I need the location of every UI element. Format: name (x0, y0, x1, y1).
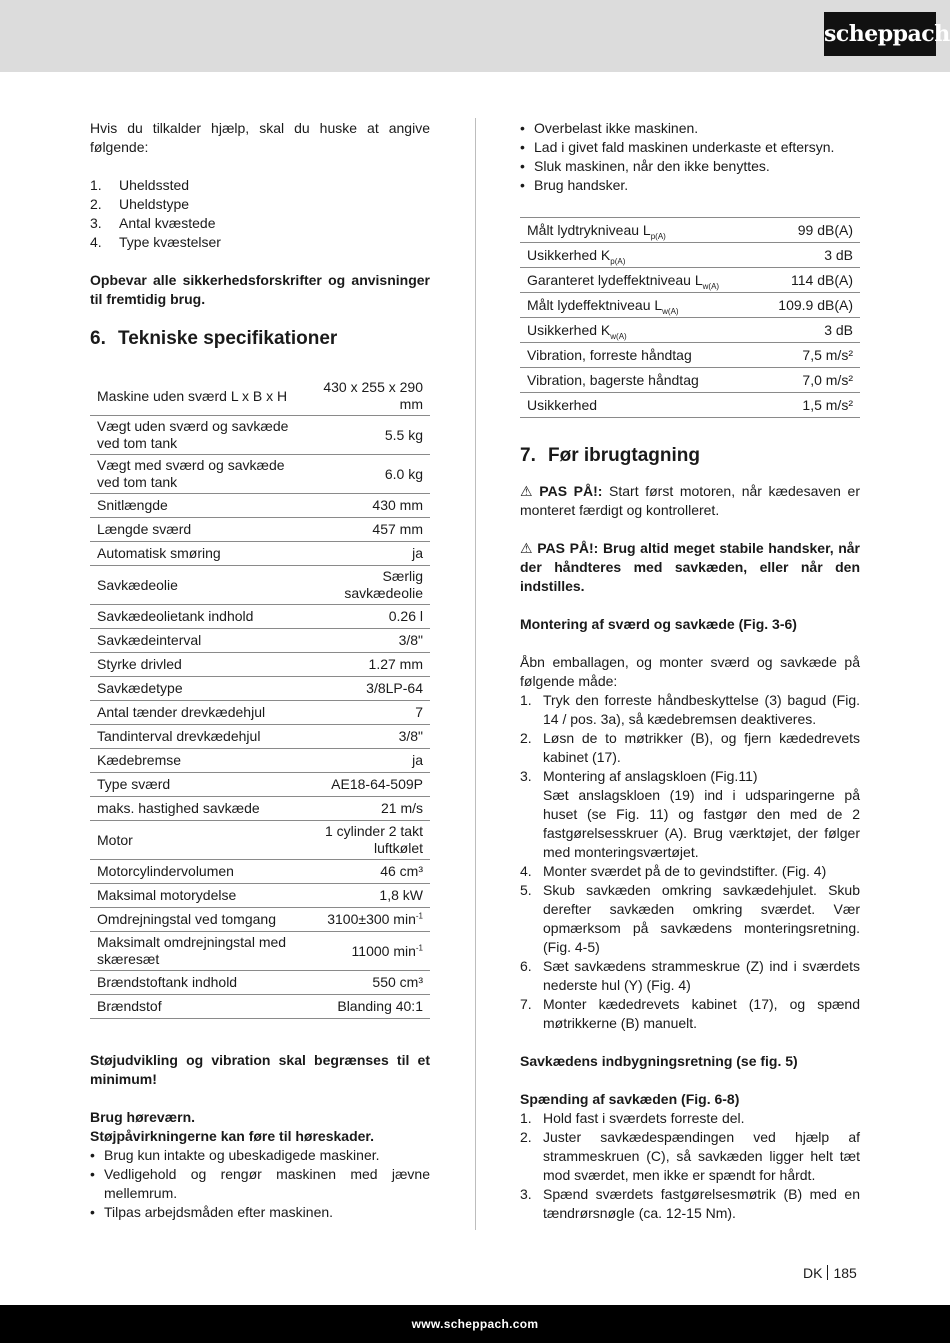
list-item: 3. Antal kvæstede (90, 215, 216, 231)
list-item: 4. Type kvæstelser (90, 234, 221, 250)
spec-row (90, 995, 430, 1019)
noise-row (520, 343, 860, 368)
spec-value: 1 cylinder 2 takt luftkølet (324, 823, 423, 856)
mount-intro: Åbn emballagen, og monter sværd og savkæde på følgende måde: (520, 654, 860, 689)
mount-heading: Montering af sværd og savkæde (Fig. 3-6) (520, 616, 797, 632)
spec-value: Blanding 40:1 (337, 998, 423, 1014)
list-item: • Sluk maskinen, når den ikke benyttes. (520, 158, 770, 174)
spec-row (90, 725, 430, 749)
list-item: • Brug kun intakte og ubeskadigede maskiner. (90, 1147, 380, 1163)
right-column (520, 119, 860, 1223)
noise-row (520, 368, 860, 393)
noise-label: Målt lydtrykniveau $L_{p(A)}$ (527, 221, 666, 241)
spec-label: Motor (97, 831, 133, 848)
noise-row (520, 293, 860, 318)
page-number: DK 185 (803, 1265, 857, 1281)
spec-label: Antal tænder drevkædehjul (97, 704, 266, 720)
noise-label: Garanteret lydeffektniveau $L_{w(A)}$ (527, 271, 720, 291)
tension-steps (520, 1109, 860, 1223)
spec-row (90, 884, 430, 908)
spec-value: 5.5 kg (384, 426, 423, 443)
spec-value: 7 (415, 704, 423, 720)
spec-value: 550 cm³ (372, 974, 423, 990)
spec-value: 457 mm (372, 521, 423, 537)
noise-row (520, 393, 860, 418)
keep-notice: Opbevar alle sikkerhedsforskrifter og anvisninger til fremtidig brug. (90, 272, 430, 307)
tension-heading: Spænding af savkæden (Fig. 6-8) (520, 1091, 740, 1107)
warning-1: ⚠ PAS PÅ!: Start først motoren, når kædesaven er monteret færdigt og kontrolleret. (520, 483, 860, 518)
spec-table (90, 377, 430, 1019)
spec-row (90, 605, 430, 629)
right-bullet-list (520, 119, 860, 195)
noise-value: 7,0 m/s² (802, 371, 853, 388)
spec-label: Kædebremse (97, 752, 182, 768)
noise-value: 1,5 m/s² (802, 396, 853, 413)
spec-label: Vægt med sværd og savkæde ved tom tank (97, 457, 285, 490)
page-header (0, 0, 950, 72)
column-divider (475, 118, 476, 1230)
spec-value: 1,8 kW (379, 887, 423, 903)
spec-label: Savkædetype (97, 680, 183, 696)
spec-value: 0.26 l (388, 608, 423, 624)
list-item: 1. Hold fast i sværdets forreste del. (520, 1110, 745, 1126)
list-item: • Overbelast ikke maskinen. (520, 120, 699, 136)
noise-value: 3 dB (824, 321, 853, 338)
hearing-warning: Støjpåvirkningerne kan føre til høreskader. (90, 1128, 374, 1144)
noise-value: 7,5 m/s² (802, 346, 853, 363)
spec-row (90, 566, 430, 605)
spec-row (90, 518, 430, 542)
list-item: • Tilpas arbejdsmåden efter maskinen. (90, 1204, 334, 1220)
noise-label: Målt lydeffektniveau $L_{w(A)}$ (527, 296, 679, 316)
spec-value: 3/8LP-64 (366, 680, 423, 696)
spec-value: 3100±300 $\min^{-1}$ (327, 911, 423, 927)
noise-label: Usikkerhed (527, 396, 598, 413)
noise-row (520, 243, 860, 268)
left-bullet-list (90, 1146, 430, 1222)
noise-label: Vibration, bagerste håndtag (527, 371, 699, 388)
spec-label: Motorcylindervolumen (97, 863, 234, 879)
noise-row (520, 318, 860, 343)
list-item: 1. Uheldssted (90, 177, 190, 193)
noise-label: Usikkerhed $K_{w(A)}$ (527, 321, 627, 341)
spec-value: Særlig savkædeolie (344, 568, 423, 601)
noise-notice: Støjudvikling og vibration skal begrænses til et minimum! (90, 1052, 430, 1087)
spec-label: Automatisk smøring (97, 545, 221, 561)
spec-row (90, 821, 430, 860)
help-intro: Hvis du tilkalder hjælp, skal du huske at angive følgende: (90, 120, 430, 155)
spec-value: 46 cm³ (380, 863, 423, 879)
spec-label: Brændstoftank indhold (97, 974, 238, 990)
list-item: • Brug handsker. (520, 177, 629, 193)
spec-row (90, 773, 430, 797)
noise-label: Vibration, forreste håndtag (527, 346, 692, 363)
spec-label: Savkædeinterval (97, 632, 202, 648)
spec-value: ja (412, 545, 423, 561)
spec-label: maks. hastighed savkæde (97, 800, 260, 816)
noise-value: 3 dB (824, 246, 853, 263)
spec-label: Længde sværd (97, 521, 192, 537)
noise-value: 109.9 dB(A) (778, 296, 853, 313)
list-item: 2. Juster savkædespændingen ved hjælp af strammeskruen (C), så savkæden ligger helt tæt mod sværdet, men ikke er spændt for hårdt. (520, 1129, 860, 1183)
spec-label: Savkædeolietank indhold (97, 608, 254, 624)
left-column (90, 119, 430, 1222)
spec-row (90, 932, 430, 971)
spec-row (90, 908, 430, 932)
noise-value: 114 dB(A) (791, 271, 853, 288)
list-item: 4. Monter sværdet på de to gevindstifter. (Fig. 4) (520, 863, 827, 879)
spec-label: Maksimal motorydelse (97, 887, 237, 903)
spec-value: 6.0 kg (384, 465, 423, 482)
spec-row (90, 416, 430, 455)
spec-row (90, 860, 430, 884)
spec-row (90, 629, 430, 653)
spec-label: Tandinterval drevkædehjul (97, 728, 261, 744)
list-item: 1. Tryk den forreste håndbeskyttelse (3) bagud (Fig. 14 / pos. 3a), så kædebremsen deaktiveres. (520, 692, 860, 727)
spec-label: Savkædeolie (97, 576, 178, 593)
list-item: 3. Montering af anslagskloen (Fig.11) (520, 768, 758, 784)
section-heading-7: 7. Før ibrugtagning (520, 445, 700, 466)
spec-value: 3/8" (398, 728, 423, 744)
noise-vibration-table (520, 217, 860, 418)
list-item: 6. Sæt savkædens strammeskrue (Z) ind i sværdets nederste hul (Y) (Fig. 4) (520, 958, 860, 993)
warning-2: ⚠ PAS PÅ!: Brug altid meget stabile handsker, når der håndteres med savkæden, eller når den indstilles. (520, 540, 860, 594)
help-list (90, 176, 430, 252)
spec-row (90, 455, 430, 494)
spec-label: Type sværd (97, 776, 171, 792)
noise-row (520, 218, 860, 243)
footer-url: www.scheppach.com (411, 1317, 539, 1331)
spec-value: 430 mm (372, 497, 423, 513)
spec-value: AE18-64-509P (331, 776, 423, 792)
list-item: 5. Skub savkæden omkring savkædehjulet. Skub derefter savkæden omkring sværdet. Vær opmærksom på savkædens monteringsretning. (Fig. 4-5) (520, 882, 860, 955)
warning-icon: ⚠ (520, 540, 534, 556)
noise-row (520, 268, 860, 293)
list-item: • Lad i givet fald maskinen underkaste et eftersyn. (520, 139, 835, 155)
spec-label: Styrke drivled (97, 656, 182, 672)
page-footer (0, 1305, 950, 1343)
list-item: • Vedligehold og rengør maskinen med jævne mellemrum. (90, 1166, 430, 1201)
spec-value: 430 x 255 x 290 mm (323, 379, 423, 412)
list-item: 3. Spænd sværdets fastgørelsesmøtrik (B) med en tændrørsnøgle (ca. 12-15 Nm). (520, 1186, 860, 1221)
spec-value: ja (412, 752, 423, 768)
mount-steps (520, 691, 860, 1033)
spec-label: Snitlængde (97, 497, 168, 513)
spec-row (90, 797, 430, 821)
spec-row (90, 542, 430, 566)
scheppach-logo: scheppach (824, 12, 936, 56)
spec-value: 11000 $\min^{-1}$ (351, 942, 423, 959)
spec-value: 1.27 mm (368, 656, 423, 672)
noise-label: Usikkerhed $K_{p(A)}$ (527, 246, 626, 266)
warning-icon: ⚠ (520, 483, 536, 499)
spec-label: Maskine uden sværd L x B x H (97, 387, 288, 404)
section-heading-6: 6. Tekniske specifikationer (90, 328, 338, 349)
spec-row (90, 701, 430, 725)
spec-row (90, 377, 430, 416)
direction-heading: Savkædens indbygningsretning (se fig. 5) (520, 1053, 798, 1069)
list-item: 2. Uheldstype (90, 196, 190, 212)
noise-value: 99 dB(A) (797, 221, 853, 238)
list-item: 7. Monter kædedrevets kabinet (17), og spænd møtrikkerne (B) manuelt. (520, 996, 860, 1031)
spec-label: Vægt uden sværd og savkæde ved tom tank (97, 418, 289, 451)
spec-label: Maksimalt omdrejningstal med skæresæt (97, 934, 287, 967)
spec-row (90, 653, 430, 677)
spec-label: Omdrejningstal ved tomgang (97, 911, 276, 927)
spec-row (90, 971, 430, 995)
hearing-protection: Brug høreværn. (90, 1109, 196, 1125)
list-item: 2. Løsn de to møtrikker (B), og fjern kædedrevets kabinet (17). (520, 730, 860, 765)
spec-row (90, 749, 430, 773)
spec-label: Brændstof (97, 998, 162, 1014)
spec-value: 3/8" (398, 632, 423, 648)
spec-row (90, 677, 430, 701)
spec-row (90, 494, 430, 518)
spec-value: 21 m/s (380, 800, 423, 816)
list-item: Sæt anslagskloen (19) ind i udsparingerne på huset (se Fig. 11) og fastgør den med de 2 fastgørelsesskruer (A). Brug værktøjet, der følger med monteringsværtøjet. (543, 787, 860, 860)
